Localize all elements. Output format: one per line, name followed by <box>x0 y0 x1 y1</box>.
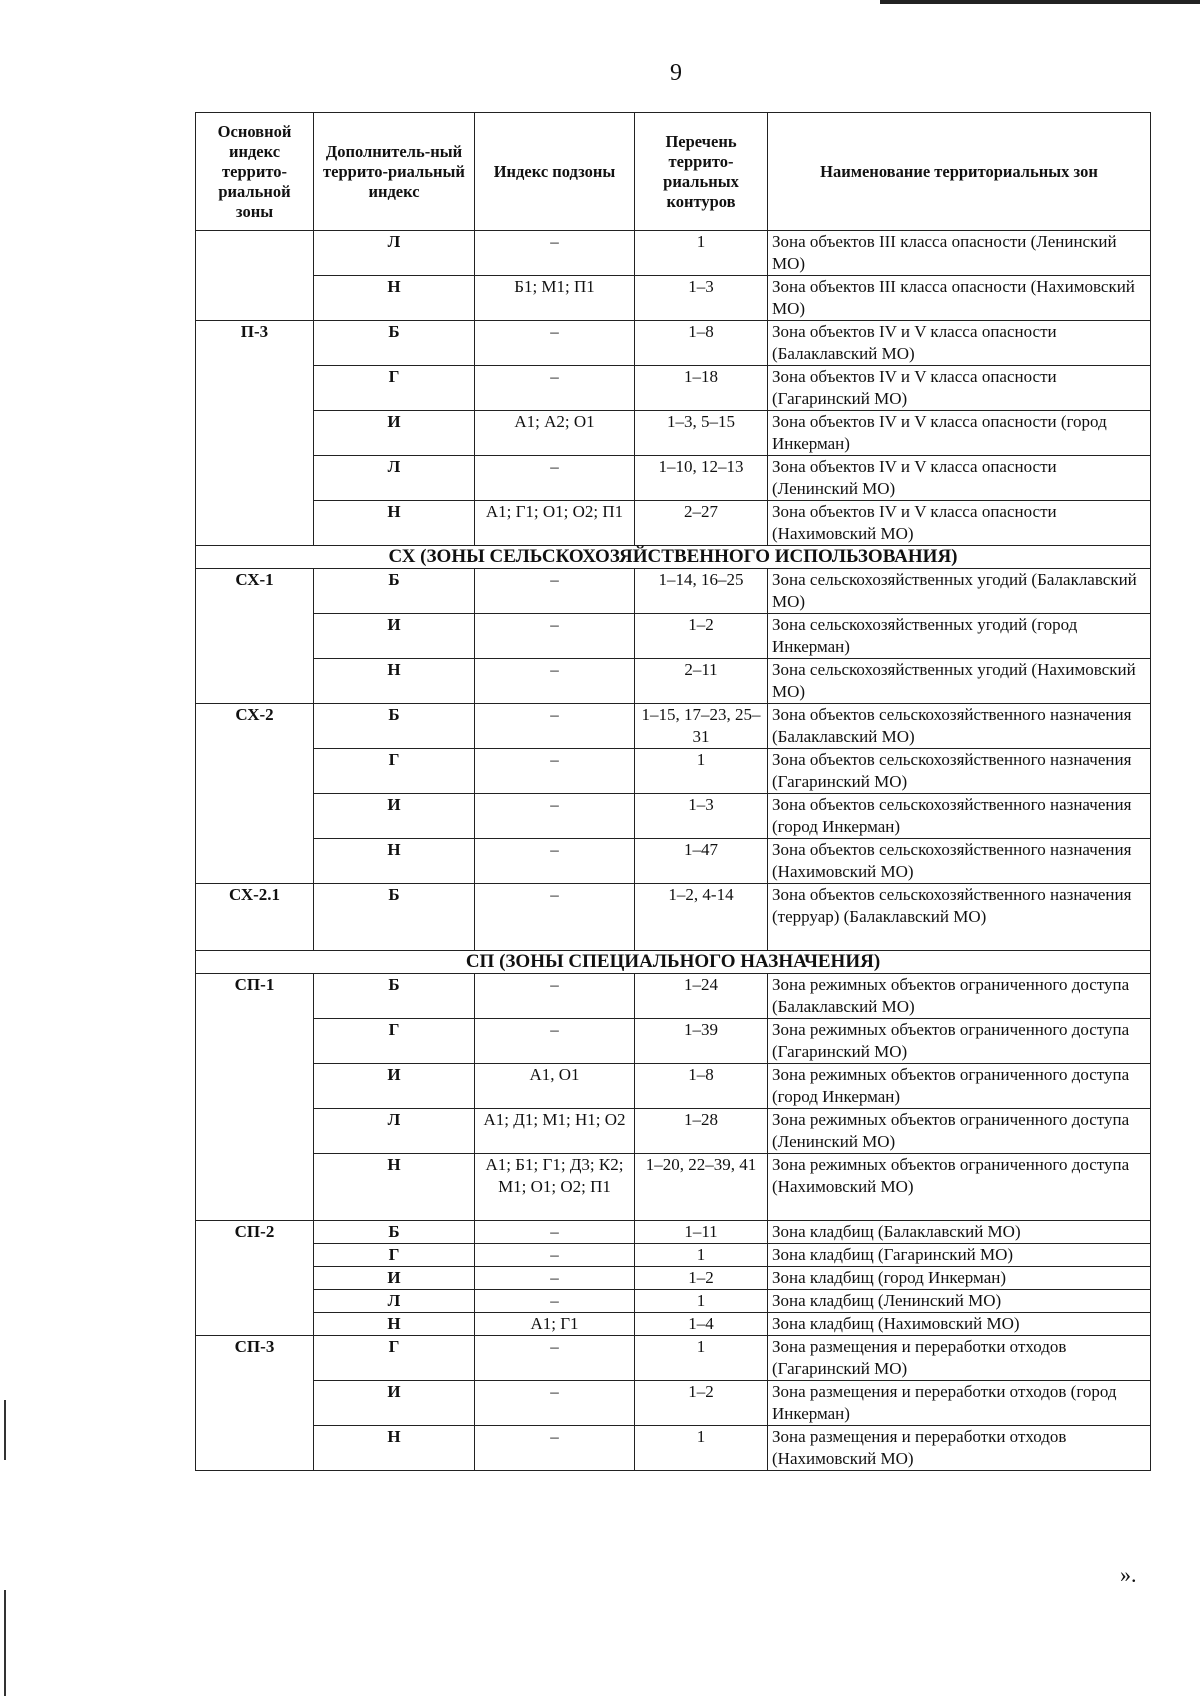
subzone-index-cell: – <box>475 884 635 951</box>
main-index-cell <box>196 1244 314 1267</box>
table-row <box>196 749 1151 794</box>
additional-index-cell: Б <box>314 974 475 1019</box>
additional-index-cell: Б <box>314 884 475 951</box>
additional-index-cell: И <box>314 794 475 839</box>
additional-index-cell: Н <box>314 659 475 704</box>
zone-name-cell: Зона режимных объектов ограниченного доступа (Балаклавский МО) <box>768 974 1151 1019</box>
contours-cell: 1 <box>635 1426 768 1471</box>
main-index-cell <box>196 366 314 411</box>
closing-quote: ». <box>1120 1562 1137 1587</box>
zone-name-cell: Зона сельскохозяйственных угодий (город Инкерман) <box>768 614 1151 659</box>
main-index-cell <box>196 1267 314 1290</box>
subzone-index-cell: – <box>475 321 635 366</box>
zone-name-cell: Зона кладбищ (Гагаринский МО) <box>768 1244 1151 1267</box>
main-index-cell <box>196 1064 314 1109</box>
main-index-cell <box>196 1381 314 1426</box>
zone-name-cell: Зона объектов IV и V класса опасности (Ленинский МО) <box>768 456 1151 501</box>
territorial-zones-table <box>195 112 1151 1471</box>
zone-name-cell: Зона объектов III класса опасности (Ленинский МО) <box>768 231 1151 276</box>
table-row <box>196 501 1151 546</box>
zone-name-cell: Зона объектов сельскохозяйственного назначения (Гагаринский МО) <box>768 749 1151 794</box>
additional-index-cell: И <box>314 1381 475 1426</box>
contours-cell: 1–10, 12–13 <box>635 456 768 501</box>
zone-name-cell: Зона объектов сельскохозяйственного назначения (терруар) (Балаклавский МО) <box>768 884 1151 951</box>
zone-name-cell: Зона кладбищ (Нахимовский МО) <box>768 1313 1151 1336</box>
main-index-cell <box>196 456 314 501</box>
contours-cell: 1–28 <box>635 1109 768 1154</box>
zone-name-cell: Зона режимных объектов ограниченного доступа (Ленинский МО) <box>768 1109 1151 1154</box>
zone-name-cell: Зона объектов IV и V класса опасности (Балаклавский МО) <box>768 321 1151 366</box>
contours-cell: 1–11 <box>635 1221 768 1244</box>
additional-index-cell: Л <box>314 1290 475 1313</box>
table-row <box>196 1244 1151 1267</box>
table-row <box>196 231 1151 276</box>
subzone-index-cell: – <box>475 974 635 1019</box>
additional-index-cell: И <box>314 411 475 456</box>
subzone-index-cell: – <box>475 1244 635 1267</box>
table-row <box>196 1336 1151 1381</box>
zone-name-cell: Зона размещения и переработки отходов (Нахимовский МО) <box>768 1426 1151 1471</box>
section-heading-row <box>196 951 1151 974</box>
subzone-index-cell: Б1; М1; П1 <box>475 276 635 321</box>
zone-name-cell: Зона сельскохозяйственных угодий (Балаклавский МО) <box>768 569 1151 614</box>
table-row <box>196 456 1151 501</box>
table-row <box>196 659 1151 704</box>
contours-cell: 1–2 <box>635 614 768 659</box>
main-index-cell <box>196 1019 314 1064</box>
main-index-cell: СХ-2.1 <box>196 884 314 951</box>
additional-index-cell: Г <box>314 1244 475 1267</box>
subzone-index-cell: А1; Г1 <box>475 1313 635 1336</box>
table-row <box>196 1313 1151 1336</box>
subzone-index-cell: – <box>475 749 635 794</box>
subzone-index-cell: – <box>475 366 635 411</box>
table-row <box>196 1064 1151 1109</box>
additional-index-cell: Н <box>314 1154 475 1221</box>
zone-name-cell: Зона объектов IV и V класса опасности (Нахимовский МО) <box>768 501 1151 546</box>
subzone-index-cell: – <box>475 614 635 659</box>
additional-index-cell: И <box>314 1267 475 1290</box>
subzone-index-cell: – <box>475 839 635 884</box>
table-row <box>196 839 1151 884</box>
contours-cell: 2–11 <box>635 659 768 704</box>
zone-name-cell: Зона режимных объектов ограниченного доступа (Гагаринский МО) <box>768 1019 1151 1064</box>
additional-index-cell: Г <box>314 366 475 411</box>
table-row <box>196 974 1151 1019</box>
main-index-cell <box>196 276 314 321</box>
section-heading-row <box>196 546 1151 569</box>
contours-cell: 1–8 <box>635 1064 768 1109</box>
main-index-cell: СП-2 <box>196 1221 314 1244</box>
contours-cell: 1 <box>635 1290 768 1313</box>
main-index-cell: П-3 <box>196 321 314 366</box>
additional-index-cell: Б <box>314 1221 475 1244</box>
contours-cell: 1–2, 4-14 <box>635 884 768 951</box>
table-row <box>196 1109 1151 1154</box>
subzone-index-cell: А1; Д1; М1; Н1; О2 <box>475 1109 635 1154</box>
contours-cell: 1–2 <box>635 1267 768 1290</box>
additional-index-cell: Л <box>314 456 475 501</box>
subzone-index-cell: – <box>475 569 635 614</box>
zone-name-cell: Зона кладбищ (Ленинский МО) <box>768 1290 1151 1313</box>
table-row <box>196 614 1151 659</box>
main-index-cell <box>196 1426 314 1471</box>
additional-index-cell: Б <box>314 569 475 614</box>
table-row <box>196 1290 1151 1313</box>
subzone-index-cell: А1; Б1; Г1; Д3; К2; М1; О1; О2; П1 <box>475 1154 635 1221</box>
main-index-cell <box>196 1109 314 1154</box>
contours-cell: 1–8 <box>635 321 768 366</box>
main-index-cell <box>196 614 314 659</box>
contours-cell: 2–27 <box>635 501 768 546</box>
contours-cell: 1–2 <box>635 1381 768 1426</box>
table-row <box>196 704 1151 749</box>
additional-index-cell: Г <box>314 1336 475 1381</box>
subzone-index-cell: – <box>475 1336 635 1381</box>
table-row <box>196 1221 1151 1244</box>
zone-name-cell: Зона объектов IV и V класса опасности (Гагаринский МО) <box>768 366 1151 411</box>
main-index-cell <box>196 231 314 276</box>
subzone-index-cell: – <box>475 231 635 276</box>
additional-index-cell: Л <box>314 1109 475 1154</box>
table-row <box>196 366 1151 411</box>
subzone-index-cell: А1, О1 <box>475 1064 635 1109</box>
additional-index-cell: И <box>314 614 475 659</box>
zone-name-cell: Зона кладбищ (Балаклавский МО) <box>768 1221 1151 1244</box>
contours-cell: 1 <box>635 1244 768 1267</box>
table-row <box>196 1267 1151 1290</box>
contours-cell: 1–3 <box>635 794 768 839</box>
table-row <box>196 794 1151 839</box>
zone-name-cell: Зона объектов сельскохозяйственного назначения (Нахимовский МО) <box>768 839 1151 884</box>
subzone-index-cell: – <box>475 704 635 749</box>
zone-name-cell: Зона кладбищ (город Инкерман) <box>768 1267 1151 1290</box>
contours-cell: 1–3 <box>635 276 768 321</box>
subzone-index-cell: – <box>475 1381 635 1426</box>
additional-index-cell: Б <box>314 321 475 366</box>
header-main-index: Основной индекс террито-риальной зоны <box>196 113 314 231</box>
main-index-cell <box>196 749 314 794</box>
zone-name-cell: Зона размещения и переработки отходов (город Инкерман) <box>768 1381 1151 1426</box>
subzone-index-cell: А1; А2; О1 <box>475 411 635 456</box>
zone-name-cell: Зона объектов IV и V класса опасности (город Инкерман) <box>768 411 1151 456</box>
additional-index-cell: Н <box>314 839 475 884</box>
section-heading: СП (ЗОНЫ СПЕЦИАЛЬНОГО НАЗНАЧЕНИЯ) <box>196 951 1151 974</box>
zone-name-cell: Зона размещения и переработки отходов (Гагаринский МО) <box>768 1336 1151 1381</box>
contours-cell: 1 <box>635 749 768 794</box>
main-index-cell: СХ-1 <box>196 569 314 614</box>
additional-index-cell: Н <box>314 1313 475 1336</box>
subzone-index-cell: – <box>475 1221 635 1244</box>
section-heading: СХ (ЗОНЫ СЕЛЬСКОХОЗЯЙСТВЕННОГО ИСПОЛЬЗОВАНИЯ) <box>196 546 1151 569</box>
table-row <box>196 1019 1151 1064</box>
subzone-index-cell: – <box>475 1426 635 1471</box>
contours-cell: 1–47 <box>635 839 768 884</box>
additional-index-cell: Н <box>314 501 475 546</box>
subzone-index-cell: – <box>475 1019 635 1064</box>
main-index-cell <box>196 1313 314 1336</box>
header-contours: Перечень террито-риальных контуров <box>635 113 768 231</box>
zone-name-cell: Зона объектов III класса опасности (Нахимовский МО) <box>768 276 1151 321</box>
zone-name-cell: Зона объектов сельскохозяйственного назначения (город Инкерман) <box>768 794 1151 839</box>
page-number: 9 <box>670 60 682 86</box>
zone-name-cell: Зона режимных объектов ограниченного доступа (город Инкерман) <box>768 1064 1151 1109</box>
additional-index-cell: Г <box>314 749 475 794</box>
subzone-index-cell: – <box>475 794 635 839</box>
table-row <box>196 1154 1151 1221</box>
subzone-index-cell: А1; Г1; О1; О2; П1 <box>475 501 635 546</box>
additional-index-cell: И <box>314 1064 475 1109</box>
table-row <box>196 1381 1151 1426</box>
table-row <box>196 276 1151 321</box>
main-index-cell <box>196 794 314 839</box>
left-margin-mark <box>4 1400 6 1460</box>
additional-index-cell: Н <box>314 1426 475 1471</box>
additional-index-cell: Г <box>314 1019 475 1064</box>
main-index-cell <box>196 839 314 884</box>
main-index-cell: СП-1 <box>196 974 314 1019</box>
table-header-row <box>196 113 1151 231</box>
contours-cell: 1 <box>635 1336 768 1381</box>
top-edge-rule <box>880 0 1200 4</box>
table-row <box>196 411 1151 456</box>
left-margin-mark <box>4 1590 6 1696</box>
header-subzone-index: Индекс подзоны <box>475 113 635 231</box>
contours-cell: 1 <box>635 231 768 276</box>
subzone-index-cell: – <box>475 1290 635 1313</box>
table-body <box>196 231 1151 1471</box>
contours-cell: 1–18 <box>635 366 768 411</box>
contours-cell: 1–14, 16–25 <box>635 569 768 614</box>
additional-index-cell: Б <box>314 704 475 749</box>
table-row <box>196 1426 1151 1471</box>
subzone-index-cell: – <box>475 1267 635 1290</box>
subzone-index-cell: – <box>475 659 635 704</box>
contours-cell: 1–3, 5–15 <box>635 411 768 456</box>
zone-name-cell: Зона объектов сельскохозяйственного назначения (Балаклавский МО) <box>768 704 1151 749</box>
main-index-cell: СП-3 <box>196 1336 314 1381</box>
subzone-index-cell: – <box>475 456 635 501</box>
header-additional-index: Дополнитель-ный террито-риальный индекс <box>314 113 475 231</box>
table-row <box>196 321 1151 366</box>
contours-cell: 1–4 <box>635 1313 768 1336</box>
header-zone-name: Наименование территориальных зон <box>768 113 1151 231</box>
zone-name-cell: Зона режимных объектов ограниченного доступа (Нахимовский МО) <box>768 1154 1151 1221</box>
main-index-cell <box>196 659 314 704</box>
contours-cell: 1–20, 22–39, 41 <box>635 1154 768 1221</box>
main-index-cell <box>196 1154 314 1221</box>
table-row <box>196 884 1151 951</box>
additional-index-cell: Л <box>314 231 475 276</box>
zone-name-cell: Зона сельскохозяйственных угодий (Нахимовский МО) <box>768 659 1151 704</box>
main-index-cell <box>196 1290 314 1313</box>
additional-index-cell: Н <box>314 276 475 321</box>
contours-cell: 1–39 <box>635 1019 768 1064</box>
main-index-cell <box>196 501 314 546</box>
contours-cell: 1–24 <box>635 974 768 1019</box>
main-index-cell <box>196 411 314 456</box>
contours-cell: 1–15, 17–23, 25–31 <box>635 704 768 749</box>
main-index-cell: СХ-2 <box>196 704 314 749</box>
table-row <box>196 569 1151 614</box>
